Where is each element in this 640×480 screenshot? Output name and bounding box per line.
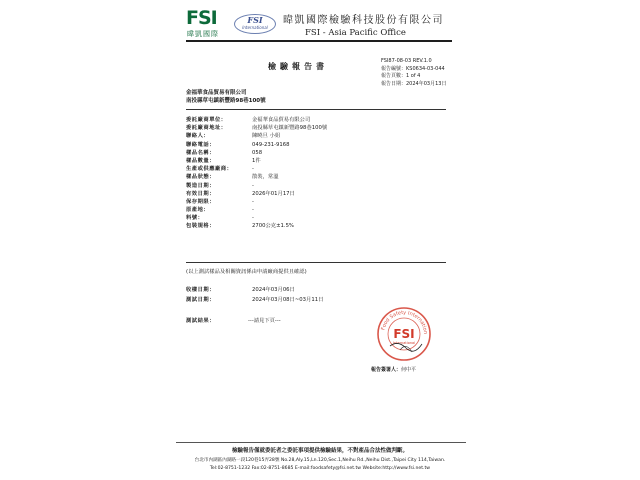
result-value: ---請見下頁--- <box>248 318 281 324</box>
row-value: 2024年03月08日~03月11日 <box>252 297 324 303</box>
row-label: 製造日期： <box>186 182 215 189</box>
row-label: 原產地： <box>186 207 210 214</box>
fsi-logo <box>186 8 230 38</box>
row-label: 聯絡人： <box>186 133 210 140</box>
row-value: - <box>252 207 254 214</box>
signer-name: 何中平 <box>401 367 417 373</box>
report-date: 報告日期：2024年03月13日 <box>381 80 447 87</box>
addressee-company: 金福華食品貿易有限公司 <box>186 90 247 96</box>
row-value: - <box>252 198 254 205</box>
row-value: 金福華食品貿易有限公司 <box>252 117 311 123</box>
company-name-zh: 暐凱國際檢驗科技股份有限公司 <box>283 15 444 26</box>
form-number: FSI87-08-03 REV.1.0 <box>381 58 432 64</box>
row-value: - <box>252 182 254 189</box>
row-label: 聯絡電話： <box>186 141 215 148</box>
fsi-seal-stamp <box>376 306 432 362</box>
row-label: 有效日期： <box>186 190 215 197</box>
company-name-en: FSI - Asia Pacific Office <box>305 28 406 38</box>
report-meta <box>381 58 446 88</box>
row-value: 南投縣草屯鎮新豐路98巷100號 <box>252 125 328 132</box>
svg-text:FSI: FSI <box>393 327 415 341</box>
section-divider <box>186 109 446 110</box>
result-label: 測試結果： <box>186 318 215 324</box>
row-value: 049-231-9168 <box>252 141 290 148</box>
logo-text: FSI <box>186 7 217 29</box>
row-label: 樣品名稱： <box>186 149 215 156</box>
row-value: - <box>252 215 254 222</box>
row-label: 委託廠商單位： <box>186 117 227 123</box>
row-value: 1件 <box>252 157 261 164</box>
row-label: 測試日期： <box>186 297 215 303</box>
row-value: 散裝，常溫 <box>252 174 279 181</box>
svg-text:International: International <box>392 341 416 345</box>
row-value: 2700公克±1.5% <box>252 223 294 230</box>
signer-label: 報告簽署人： <box>371 367 402 373</box>
fsi-international-badge <box>234 14 276 34</box>
report-page-count: 報告頁數：1 of 4 <box>381 73 421 79</box>
footer-contact: Tel:02-8751-1232 Fax:02-8751-8685 E-mail:foodsafety@fsi.net.tw Website:http://www.fsi.net.tw <box>209 466 431 471</box>
header-divider <box>186 40 452 42</box>
row-label: 委託廠商地址： <box>186 125 227 132</box>
logo-subtext: 暐凱國際 <box>187 30 219 38</box>
report-signer <box>371 366 416 373</box>
addressee-address: 南投縣草屯鎮新豐路98巷100號 <box>186 98 266 104</box>
row-label: 樣品狀態： <box>186 174 215 181</box>
info-note: (以上測試樣品及相關資訊係由申請廠商提供且確認) <box>186 269 307 275</box>
badge-line1: FSI <box>247 15 263 25</box>
row-value: 陳曉旦 小姐 <box>252 133 281 140</box>
footer-divider <box>176 442 466 443</box>
badge-line2: International <box>242 25 268 30</box>
row-value: 058 <box>252 149 263 156</box>
row-label: 樣品數量： <box>186 157 215 164</box>
row-label: 生產或供應廠商： <box>186 166 233 173</box>
row-value: 2024年03月06日 <box>252 287 295 293</box>
document-title: 檢驗報告書 <box>268 62 328 71</box>
row-value: - <box>252 166 254 173</box>
row-value: 2026年01月17日 <box>252 190 295 197</box>
section-divider <box>186 262 446 263</box>
report-number: 報告編號：KS0634-03-044 <box>381 65 445 72</box>
footer-disclaimer: 檢驗報告僅就委託者之委託事項提供檢驗結果，不對產品合法性做判斷。 <box>231 448 408 454</box>
addressee <box>186 89 266 105</box>
svg-text:Food Safety International: Food Safety Internation <box>380 309 429 335</box>
footer-address: 台北市內湖區內湖路一段120巷15弄28號 No.28,Aly.15,Ln.120,Sec.1,Neihu Rd.,Neihu Dist.,Taipei City 114,Taiwan. <box>194 458 446 463</box>
row-label: 包裝規格： <box>186 223 215 230</box>
row-label: 收樣日期： <box>186 287 215 293</box>
row-label: 料號： <box>186 215 204 222</box>
row-label: 保存期限： <box>186 198 215 205</box>
